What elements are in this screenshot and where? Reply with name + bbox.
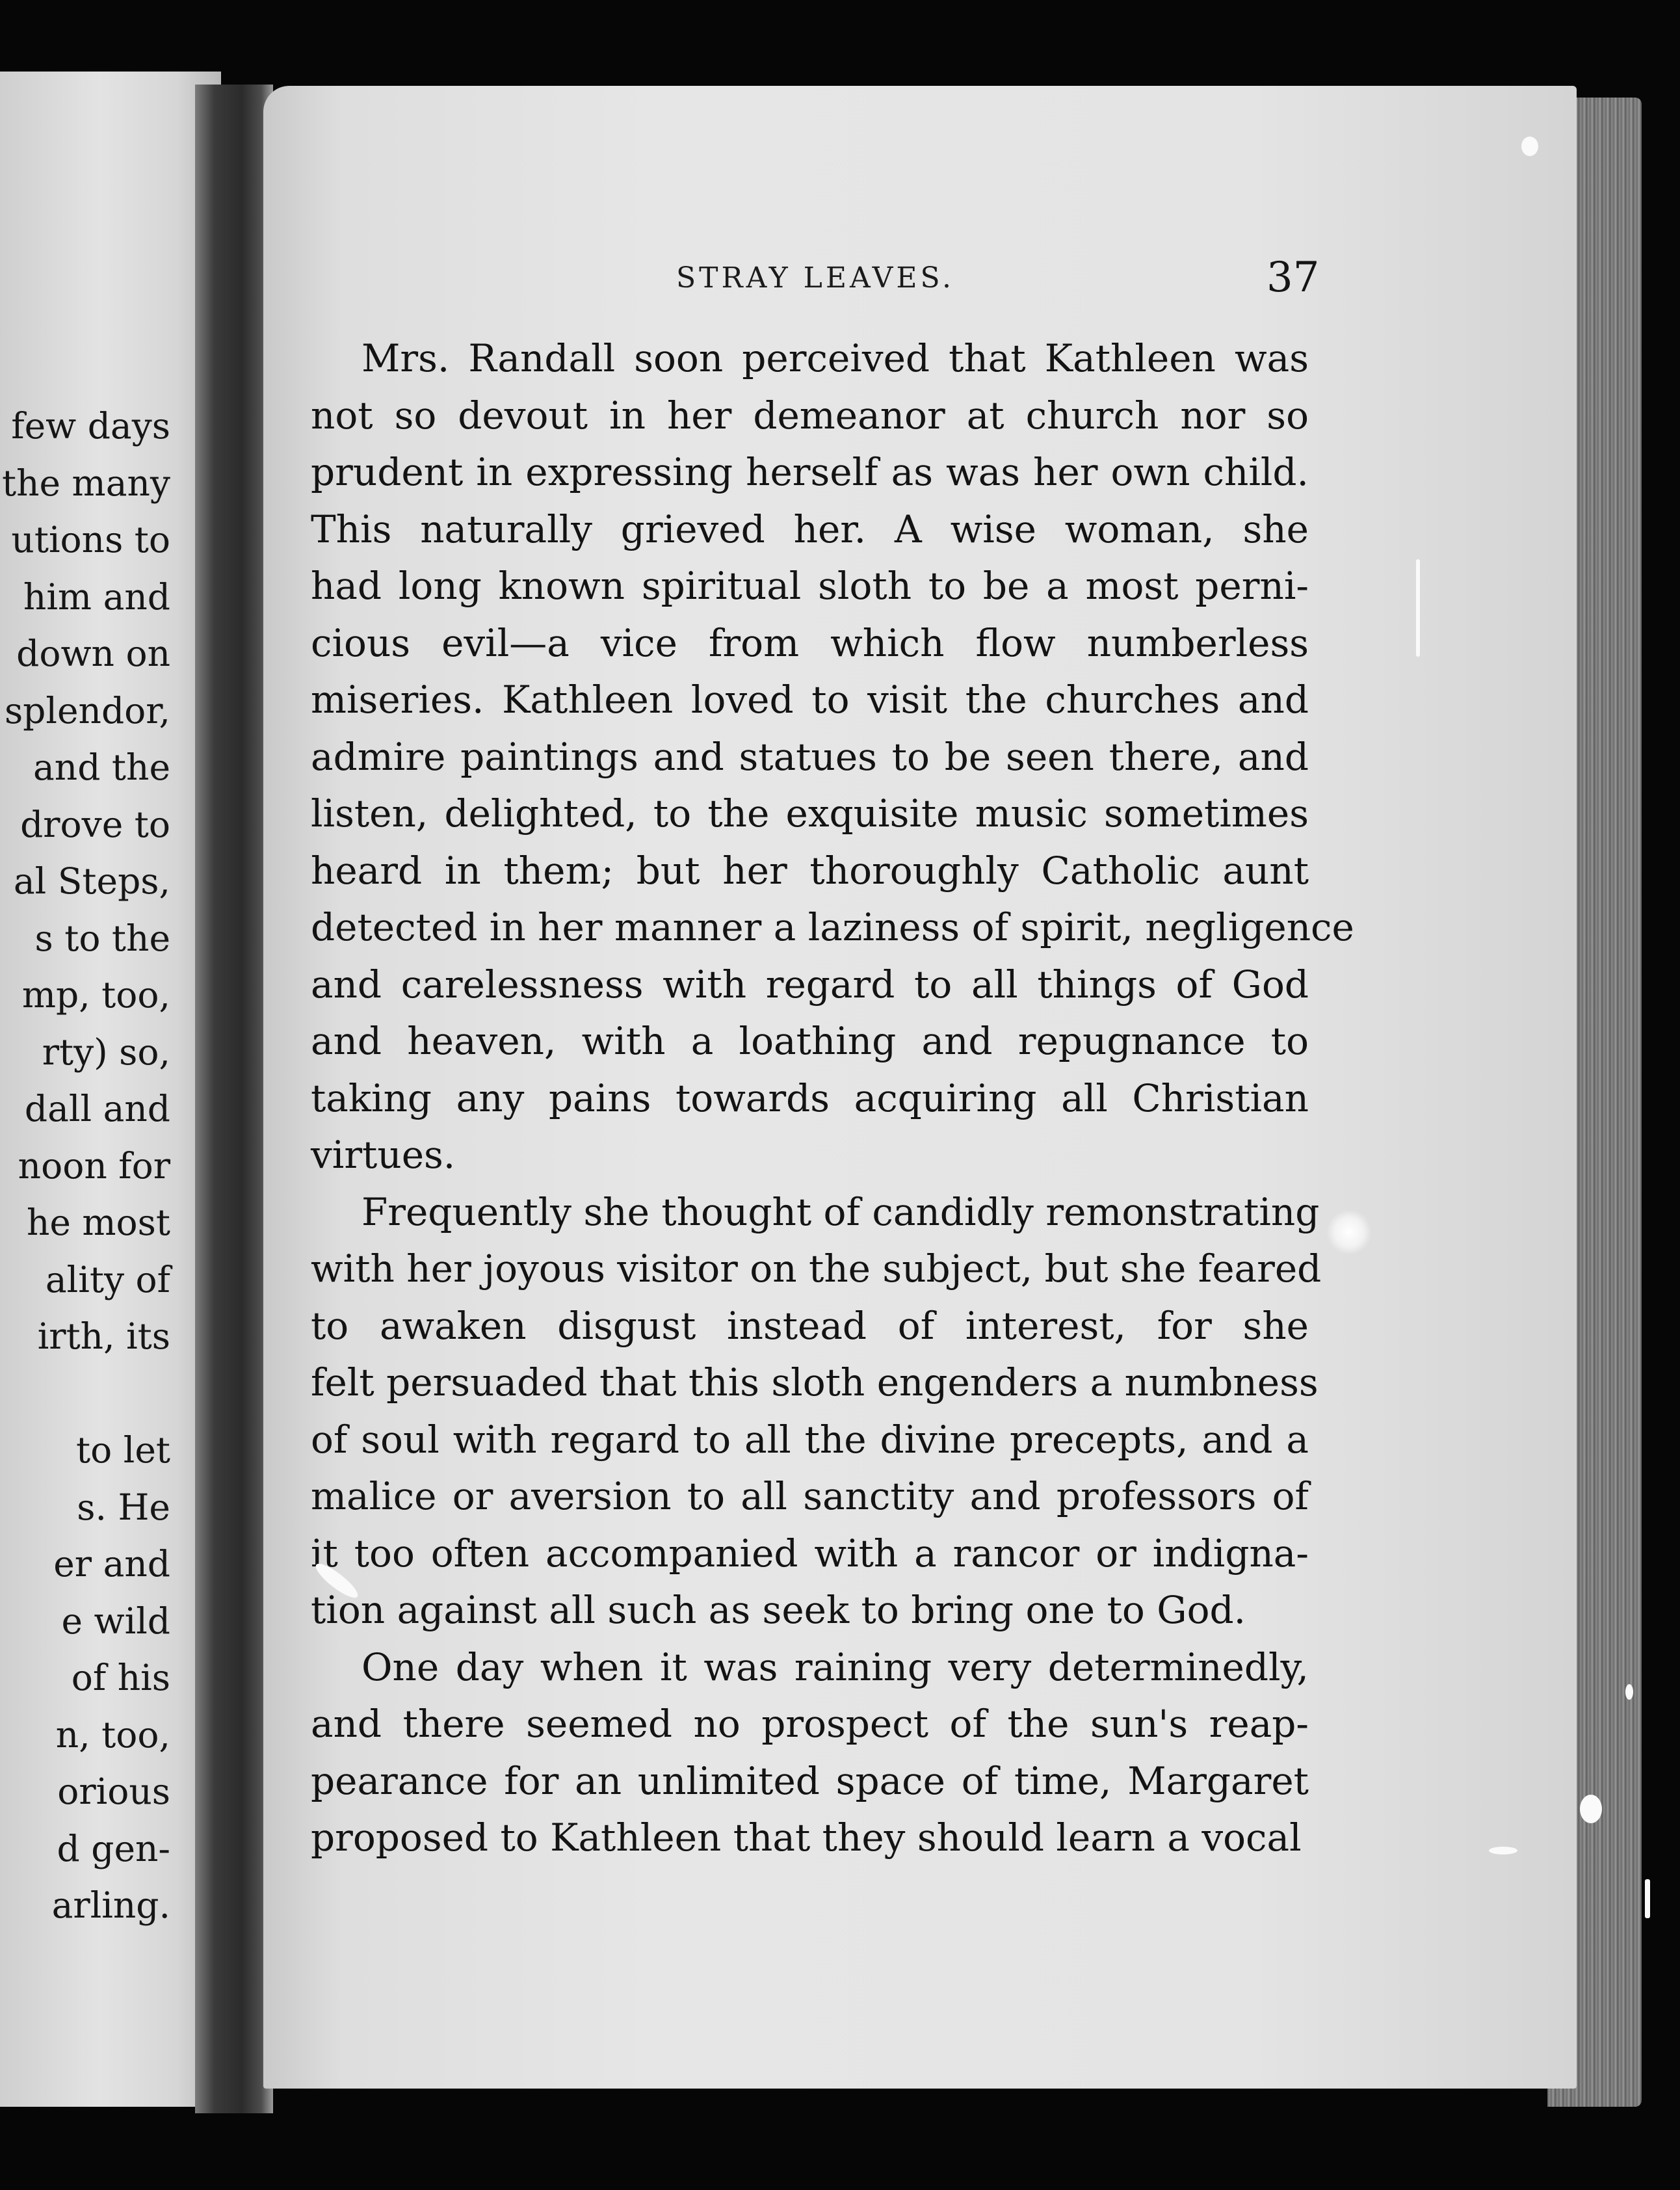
- text-line: tion against all such as seek to bring one to God.: [311, 1588, 1246, 1632]
- left-page-line: [2, 1365, 170, 1423]
- left-page-line: him and: [23, 575, 170, 618]
- scan-speck: [1625, 1684, 1633, 1700]
- scan-speck: [1645, 1879, 1650, 1918]
- text-line: Mrs. Randall soon perceived that Kathleen was: [361, 336, 1309, 380]
- left-page-line: mp, too,: [21, 974, 170, 1016]
- scan-speck: [1580, 1795, 1602, 1823]
- left-page: [0, 72, 221, 2107]
- left-page-line: e wild: [61, 1600, 170, 1642]
- left-page-line: splendor,: [4, 689, 170, 732]
- text-line: One day when it was raining very determinedly,: [361, 1644, 1309, 1689]
- left-page-line: of his: [71, 1657, 170, 1698]
- text-line: of soul with regard to all the divine precepts, and a: [311, 1417, 1309, 1462]
- left-page-line: down on: [16, 633, 170, 674]
- text-line: felt persuaded that this sloth engenders a numbness: [311, 1360, 1319, 1405]
- left-page-line: s. He: [77, 1486, 170, 1528]
- body-text: [311, 330, 1354, 1867]
- paragraph: [311, 330, 1354, 1184]
- left-page-line: utions to: [11, 519, 170, 561]
- left-page-line: to let: [76, 1429, 170, 1471]
- left-page-text: [2, 398, 170, 1934]
- left-page-line: arling.: [51, 1884, 170, 1926]
- left-page-line: d gen-: [57, 1827, 170, 1869]
- text-line: heard in them; but her thoroughly Catholic aunt: [311, 848, 1309, 893]
- text-line: Frequently she thought of candidly remonstrating: [361, 1189, 1320, 1234]
- left-page-line: the many: [2, 462, 170, 504]
- text-line: to awaken disgust instead of interest, for she: [311, 1303, 1309, 1348]
- text-line: malice or aversion to all sanctity and professors of: [311, 1474, 1309, 1518]
- scan-speck: [1416, 559, 1420, 657]
- text-line: and carelessness with regard to all things of God: [311, 962, 1309, 1007]
- scan-speck: [1326, 1209, 1372, 1255]
- text-line: and there seemed no prospect of the sun's reap-: [311, 1702, 1309, 1746]
- text-line: listen, delighted, to the exquisite music sometimes: [311, 791, 1309, 836]
- left-page-line: noon for: [18, 1144, 170, 1187]
- paragraph: [311, 1184, 1322, 1639]
- text-line: admire paintings and statues to be seen there, and: [311, 734, 1309, 779]
- book-gutter: [195, 85, 273, 2113]
- left-page-line: orious: [57, 1771, 170, 1812]
- text-line: had long known spiritual sloth to be a most perni-: [311, 564, 1309, 608]
- scan-speck: [1521, 137, 1538, 156]
- text-line: detected in her manner a laziness of spirit, negligence: [311, 905, 1354, 949]
- left-page-line: n, too,: [55, 1713, 170, 1756]
- page-number: 37: [1267, 254, 1320, 302]
- left-page-line: dall and: [24, 1088, 170, 1129]
- text-line: virtues.: [311, 1133, 456, 1177]
- text-line: miseries. Kathleen loved to visit the churches and: [311, 678, 1309, 722]
- text-line: proposed to Kathleen that they should learn a vocal: [311, 1815, 1302, 1860]
- text-line: and heaven, with a loathing and repugnance to: [311, 1019, 1309, 1063]
- text-line: pearance for an unlimited space of time, Margaret: [311, 1758, 1309, 1803]
- left-page-line: er and: [53, 1543, 170, 1585]
- text-line: not so devout in her demeanor at church nor so: [311, 393, 1309, 438]
- text-line: with her joyous visitor on the subject, but she feared: [311, 1247, 1322, 1291]
- text-line: This naturally grieved her. A wise woman, she: [311, 507, 1309, 551]
- scan-speck: [1489, 1847, 1517, 1854]
- left-page-line: few days: [11, 405, 170, 447]
- text-line: taking any pains towards acquiring all Christian: [311, 1075, 1309, 1120]
- paragraph: [311, 1639, 1309, 1867]
- left-page-line: ality of: [45, 1258, 170, 1300]
- left-page-line: and the: [33, 746, 170, 788]
- left-page-line: irth, its: [37, 1315, 170, 1357]
- left-page-line: s to the: [34, 917, 170, 959]
- left-page-line: drove to: [20, 803, 170, 845]
- text-line: cious evil—a vice from which flow numberless: [311, 620, 1309, 665]
- text-line: it too often accompanied with a rancor or indigna-: [311, 1531, 1309, 1576]
- text-line: prudent in expressing herself as was her own child.: [311, 450, 1309, 494]
- left-page-line: he most: [26, 1202, 170, 1243]
- running-head: STRAY LEAVES.: [676, 261, 955, 295]
- left-page-line: rty) so,: [42, 1031, 170, 1073]
- left-page-line: al Steps,: [13, 860, 170, 902]
